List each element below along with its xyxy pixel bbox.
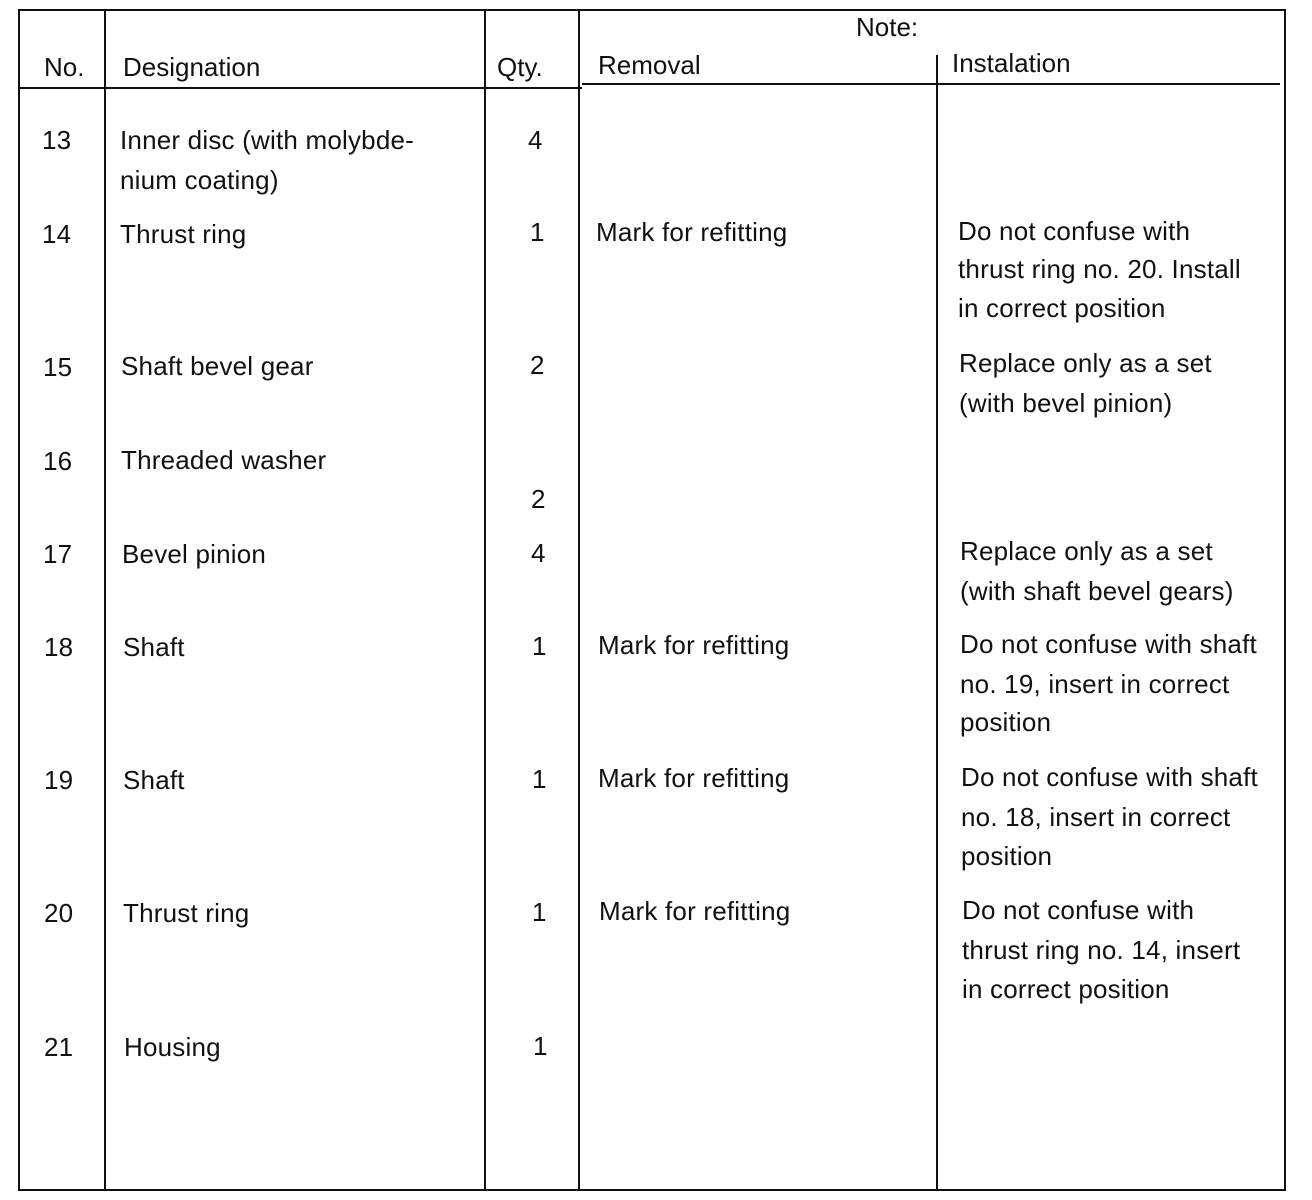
row-18-installation-line-3: position	[960, 707, 1052, 737]
row-20-no: 20	[44, 898, 74, 928]
row-14-designation: Thrust ring	[120, 219, 247, 249]
row-18-qty: 1	[532, 631, 547, 661]
column-divider-no	[104, 9, 106, 1191]
row-18-designation: Shaft	[123, 632, 185, 662]
row-13-no: 13	[42, 125, 72, 155]
row-16-no: 16	[43, 446, 73, 476]
row-19-installation-line-1: Do not confuse with shaft	[961, 762, 1258, 792]
table-bottom-border	[18, 1189, 1286, 1191]
header-removal: Removal	[598, 50, 701, 80]
row-17-installation-line-1: Replace only as a set	[960, 536, 1213, 566]
row-21-designation: Housing	[124, 1032, 221, 1062]
table-top-border	[18, 9, 1286, 11]
row-16-designation: Threaded washer	[121, 445, 327, 475]
row-18-installation-line-1: Do not confuse with shaft	[960, 629, 1257, 659]
column-divider-qty	[578, 9, 580, 1191]
row-19-removal: Mark for refitting	[598, 763, 790, 793]
header-note: Note:	[856, 12, 919, 42]
row-13-designation-line-2: nium coating)	[120, 165, 279, 195]
table-right-border	[1284, 9, 1286, 1191]
row-14-qty: 1	[530, 217, 545, 247]
header-designation: Designation	[123, 52, 261, 82]
row-19-installation-line-2: no. 18, insert in correct	[961, 802, 1231, 832]
row-15-qty: 2	[530, 350, 545, 380]
row-15-no: 15	[43, 352, 73, 382]
header-divider-note	[582, 83, 1280, 85]
row-20-installation-line-3: in correct position	[962, 974, 1170, 1004]
row-20-designation: Thrust ring	[123, 898, 250, 928]
row-20-installation-line-1: Do not confuse with	[962, 895, 1195, 925]
row-19-qty: 1	[532, 764, 547, 794]
header-qty: Qty.	[497, 52, 543, 82]
row-18-installation-line-2: no. 19, insert in correct	[960, 669, 1230, 699]
row-17-installation-line-2: (with shaft bevel gears)	[960, 576, 1234, 606]
row-17-no: 17	[43, 539, 73, 569]
column-divider-removal	[936, 55, 938, 1191]
row-15-installation-line-1: Replace only as a set	[959, 348, 1212, 378]
header-installation: Instalation	[952, 48, 1071, 78]
row-14-installation-line-1: Do not confuse with	[958, 216, 1191, 246]
row-17-qty: 4	[531, 538, 546, 568]
row-14-installation-line-2: thrust ring no. 20. Install	[958, 254, 1241, 284]
row-18-removal: Mark for refitting	[598, 630, 790, 660]
row-14-no: 14	[42, 219, 72, 249]
row-21-no: 21	[44, 1032, 74, 1062]
row-14-installation-line-3: in correct position	[958, 293, 1166, 323]
row-19-installation-line-3: position	[961, 841, 1053, 871]
row-15-designation: Shaft bevel gear	[121, 351, 314, 381]
row-21-qty: 1	[533, 1031, 548, 1061]
header-divider	[18, 87, 582, 89]
table-left-border	[18, 9, 20, 1191]
row-20-installation-line-2: thrust ring no. 14, insert	[962, 935, 1241, 965]
row-15-installation-line-2: (with bevel pinion)	[959, 388, 1173, 418]
row-16-qty: 2	[531, 484, 546, 514]
row-19-no: 19	[44, 765, 74, 795]
row-14-removal: Mark for refitting	[596, 217, 788, 247]
row-20-removal: Mark for refitting	[599, 896, 791, 926]
row-13-designation-line-1: Inner disc (with molybde-	[120, 125, 414, 155]
row-17-designation: Bevel pinion	[122, 539, 267, 569]
row-13-qty: 4	[528, 125, 543, 155]
column-divider-designation	[484, 9, 486, 1191]
header-no: No.	[44, 52, 85, 82]
row-20-qty: 1	[532, 897, 547, 927]
row-18-no: 18	[44, 632, 74, 662]
row-19-designation: Shaft	[123, 765, 185, 795]
